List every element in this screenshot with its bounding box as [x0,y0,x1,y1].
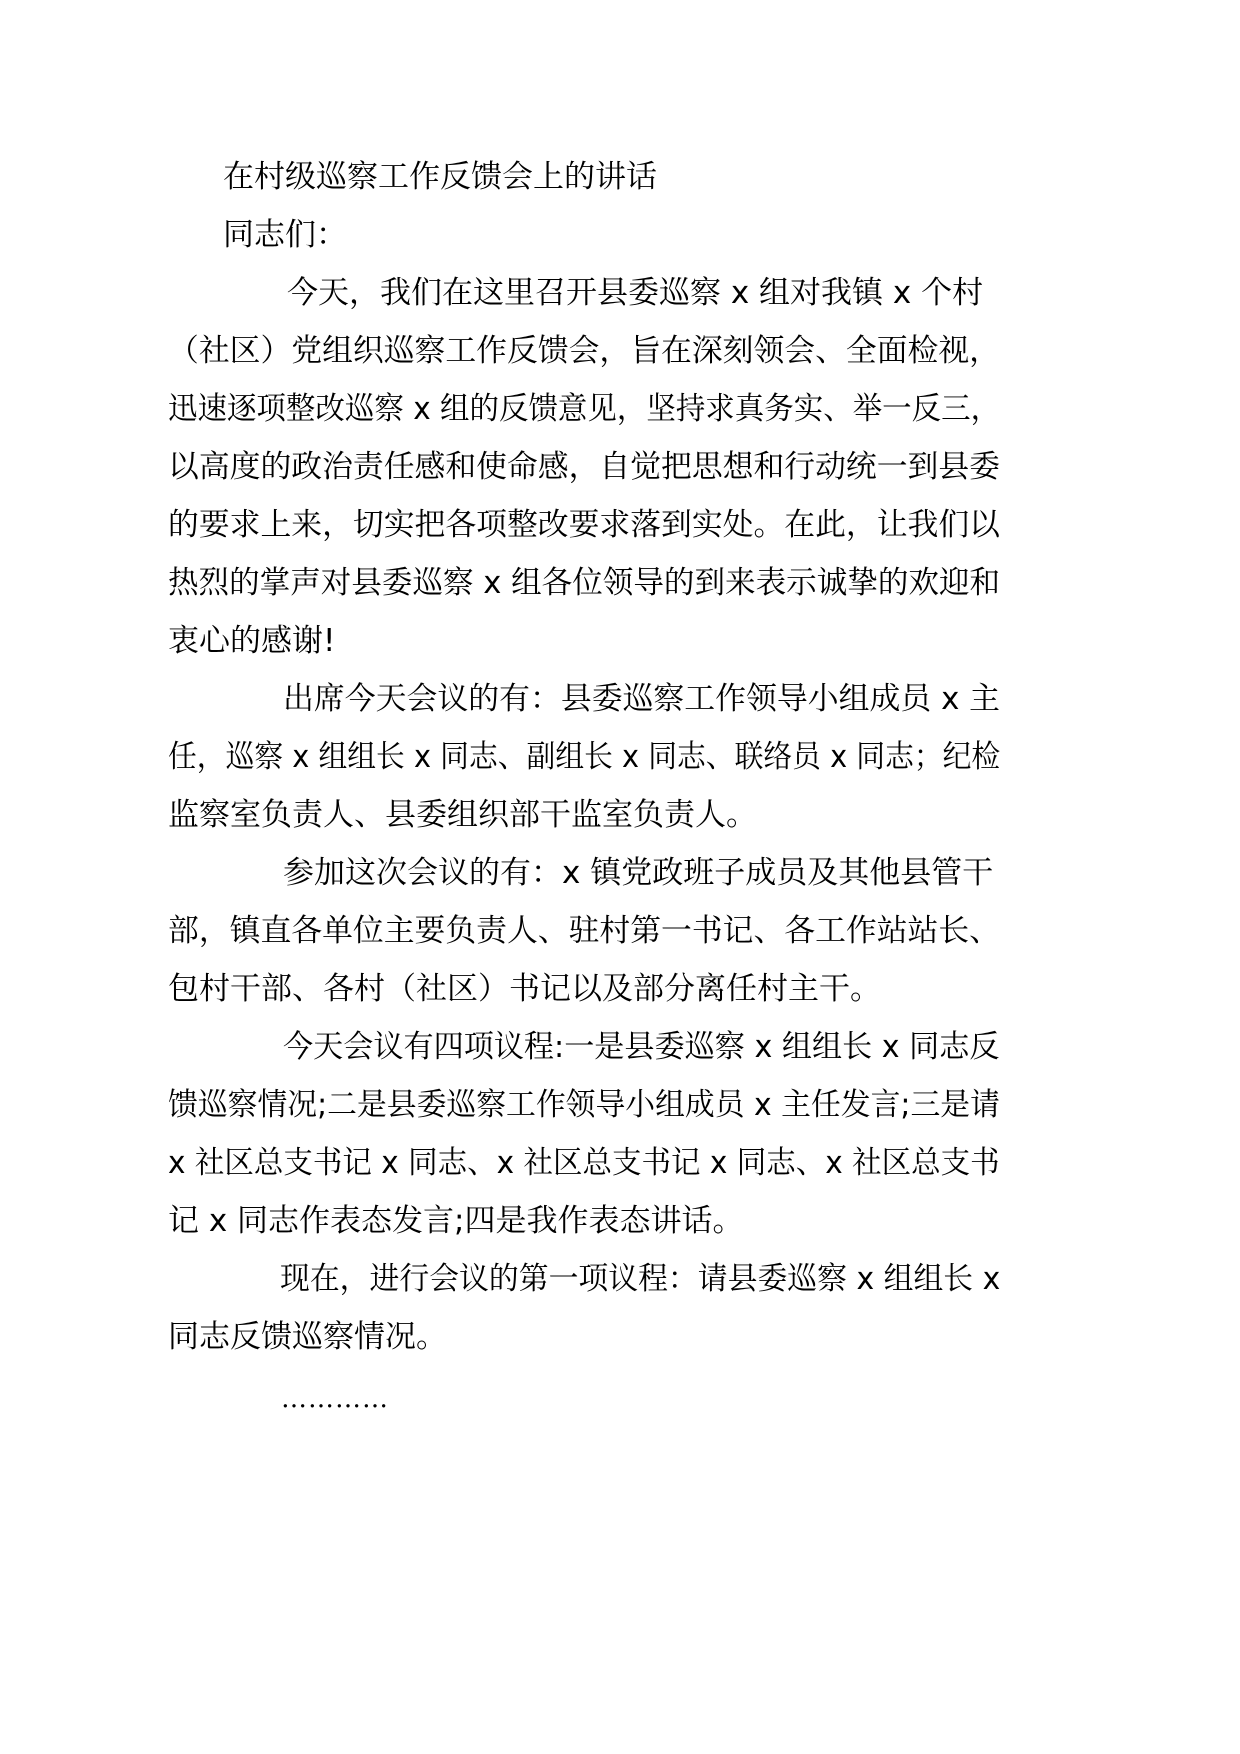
salutation: 同志们： [223,217,347,253]
paragraph-line: 今天，我们在这里召开县委巡察 x 组对我镇 x 个村 [287,275,984,311]
paragraph-line: 参加这次会议的有：x 镇党政班子成员及其他县管干 [283,855,994,891]
paragraph-line: 热烈的掌声对县委巡察 x 组各位领导的到来表示诚挚的欢迎和 [168,565,1001,601]
paragraph-line: 出席今天会议的有：县委巡察工作领导小组成员 x 主 [283,681,1001,717]
paragraph-line: 记 x 同志作表态发言;四是我作表态讲话。 [168,1203,744,1239]
ellipsis: ………… [281,1384,389,1414]
paragraph-line: 监察室负责人、县委组织部干监室负责人。 [168,797,757,833]
paragraph-line: 今天会议有四项议程:一是县委巡察 x 组组长 x 同志反 [283,1029,1000,1065]
document-title: 在村级巡察工作反馈会上的讲话 [223,159,657,195]
paragraph-line: 以高度的政治责任感和使命感，自觉把思想和行动统一到县委 [168,449,1000,485]
paragraph-line: 任，巡察 x 组组长 x 同志、副组长 x 同志、联络员 x 同志；纪检 [168,739,1001,775]
paragraph-line: 馈巡察情况;二是县委巡察工作领导小组成员 x 主任发言;三是请 [168,1087,1000,1123]
paragraph-line: 同志反馈巡察情况。 [168,1319,447,1355]
paragraph-line: 部，镇直各单位主要负责人、驻村第一书记、各工作站站长、 [168,913,1000,949]
paragraph-line: （社区）党组织巡察工作反馈会，旨在深刻领会、全面检视， [168,333,1000,369]
paragraph-line: x 社区总支书记 x 同志、x 社区总支书记 x 同志、x 社区总支书 [168,1145,1000,1181]
paragraph-line: 包村干部、各村（社区）书记以及部分离任村主干。 [168,971,881,1007]
paragraph-line: 的要求上来，切实把各项整改要求落到实处。在此，让我们以 [168,507,1000,543]
paragraph-line: 现在，进行会议的第一项议程：请县委巡察 x 组组长 x [280,1261,1001,1297]
paragraph-line: 迅速逐项整改巡察 x 组的反馈意见，坚持求真务实、举一反三， [168,391,1001,427]
paragraph-line: 衷心的感谢! [168,623,336,659]
